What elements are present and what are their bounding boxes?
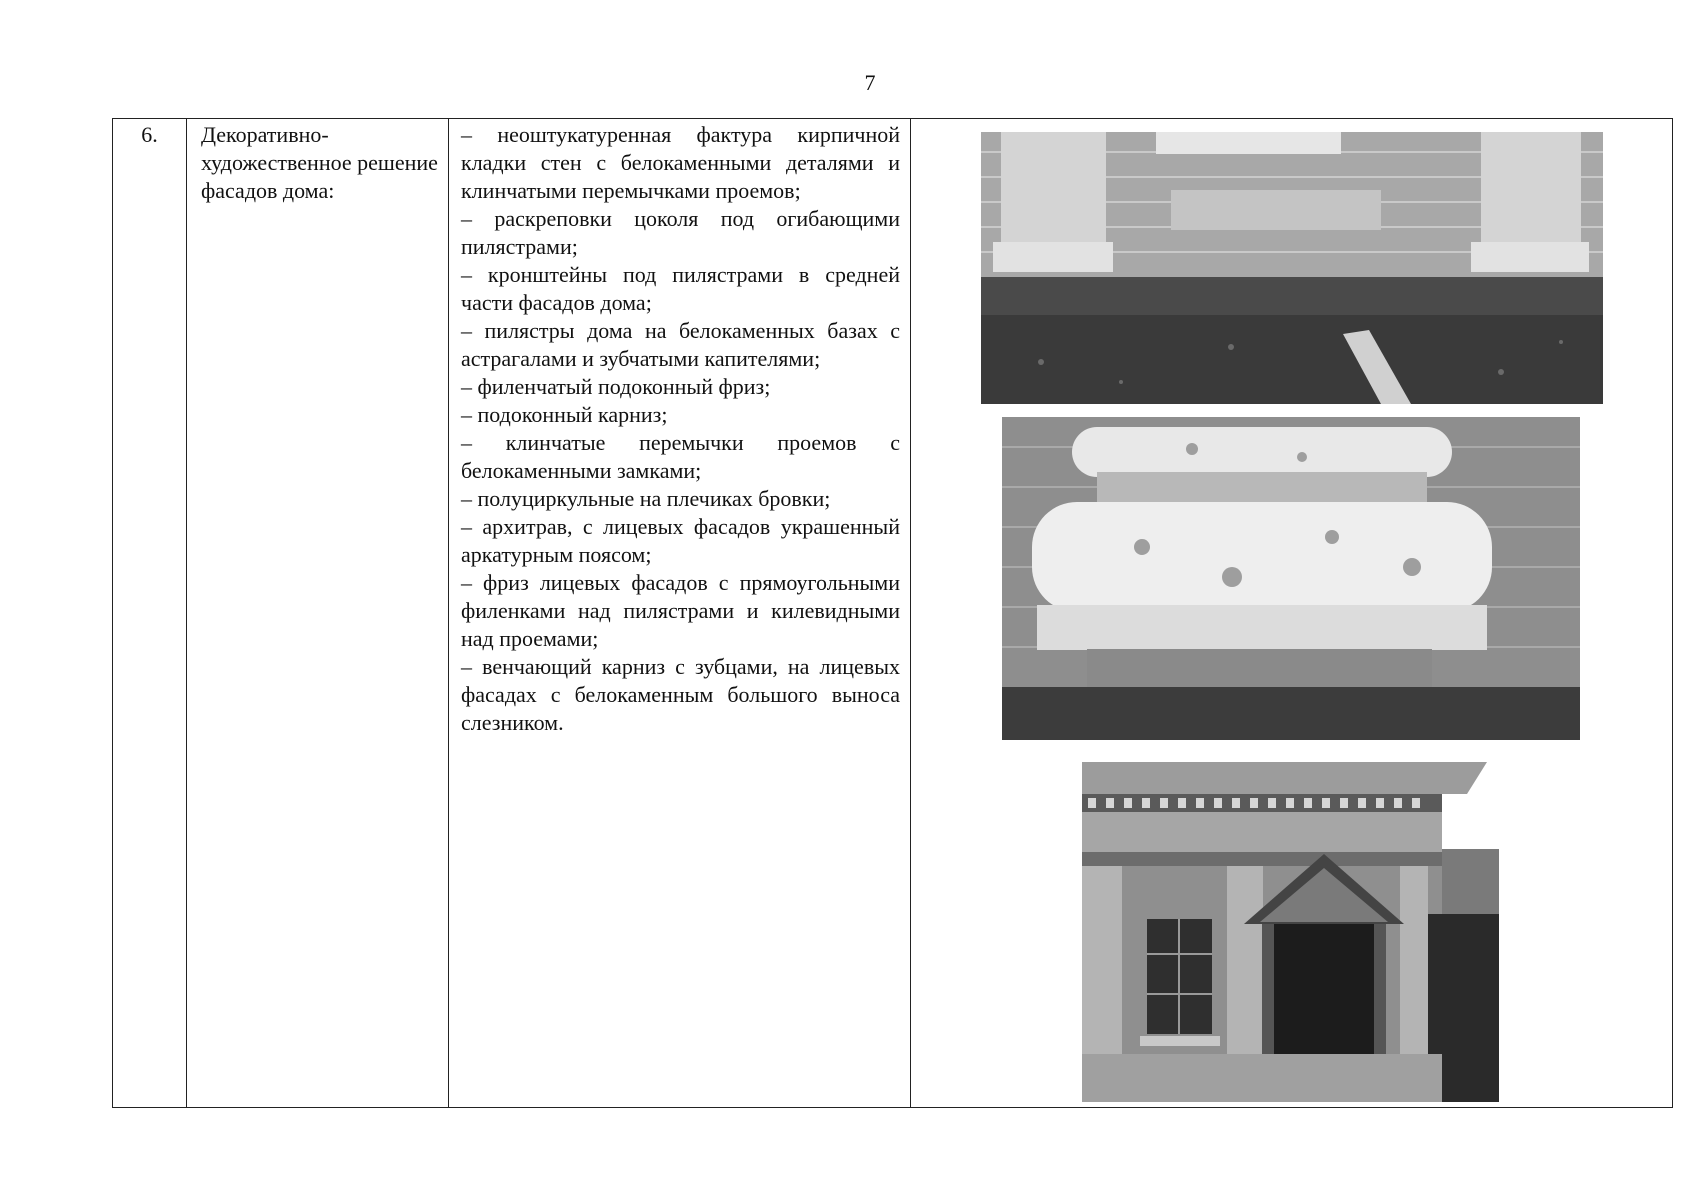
- feature-item: – архитрав, с лицевых фасадов украшенный аркатурным поясом;: [461, 514, 900, 567]
- feature-item: – полуциркульные на плечиках бровки;: [461, 486, 831, 511]
- photo-pilaster-bases: [981, 132, 1603, 404]
- feature-item: – филенчатый подоконный фриз;: [461, 374, 771, 399]
- page-number: 7: [864, 70, 876, 95]
- feature-list: [461, 121, 900, 737]
- feature-item: – фриз лицевых фасадов с прямоугольными филенками над пилястрами и килевидными над проемами;: [461, 570, 900, 651]
- pilaster-bases-image: [981, 132, 1603, 404]
- photo-cell: [911, 119, 1673, 1108]
- feature-item: – венчающий карниз с зубцами, на лицевых фасадах с белокаменным большого выноса слезником.: [461, 654, 900, 735]
- feature-item: – раскреповки цоколя под огибающими пилястрами;: [461, 206, 900, 259]
- feature-item: – неоштукатуренная фактура кирпичной кладки стен с белокаменными деталями и клинчатыми перемычками проемов;: [461, 122, 900, 203]
- feature-item: – клинчатые перемычки проемов с белокаменными замками;: [461, 430, 900, 483]
- photo-pilaster-base-closeup: [1002, 417, 1580, 740]
- feature-item: – пилястры дома на белокаменных базах с астрагалами и зубчатыми капителями;: [461, 318, 900, 371]
- feature-item: – кронштейны под пилястрами в средней части фасадов дома;: [461, 262, 900, 315]
- specification-table: [112, 118, 1673, 1108]
- feature-item: – подоконный карниз;: [461, 402, 668, 427]
- pilaster-base-closeup-image: [1002, 417, 1580, 740]
- photo-facade-entrance: [1082, 754, 1499, 1102]
- facade-entrance-image: [1082, 754, 1499, 1102]
- row-description: [449, 119, 911, 1108]
- row-number: 6.: [113, 119, 187, 1108]
- table-row: [113, 119, 1673, 1108]
- row-subject: Декоративно-художественное решение фасадов дома:: [187, 119, 449, 1108]
